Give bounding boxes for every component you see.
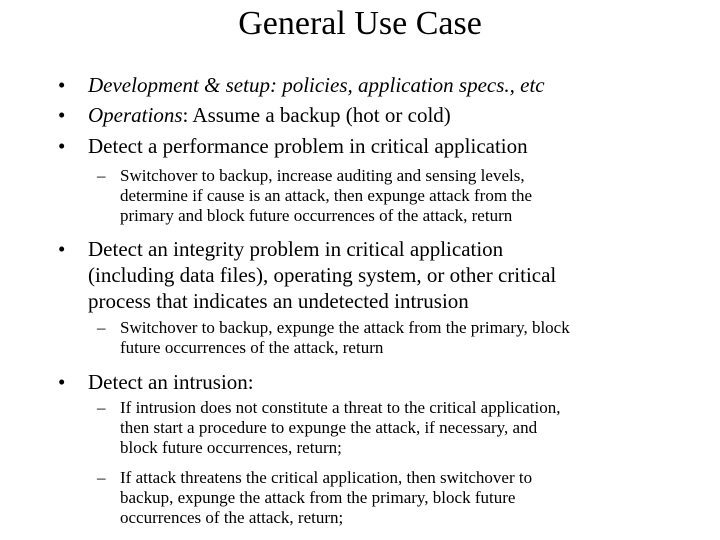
bullet-icon: • bbox=[58, 73, 66, 97]
slide-title: General Use Case bbox=[238, 5, 482, 42]
bullet-icon: • bbox=[58, 370, 66, 394]
sub-intrusion-a-line-3: block future occurrences, return; bbox=[120, 438, 342, 457]
operations-text: : Assume a backup (hot or cold) bbox=[182, 103, 451, 127]
sub-integrity-line-2: future occurrences of the attack, return bbox=[120, 338, 384, 357]
bullet-intrusion: Detect an intrusion: bbox=[88, 370, 254, 394]
dash-icon: – bbox=[97, 468, 106, 487]
sub-performance-line-1: Switchover to backup, increase auditing and sensing levels, bbox=[120, 166, 525, 185]
bullet-operations bbox=[88, 102, 451, 128]
sub-intrusion-b-line-1: If attack threatens the critical application, then switchover to bbox=[120, 468, 533, 487]
bullet-integrity-line-2: (including data files), operating system, or other critical bbox=[88, 263, 557, 287]
sub-performance-line-2: determine if cause is an attack, then expunge attack from the bbox=[120, 186, 533, 205]
dash-icon: – bbox=[97, 166, 106, 185]
bullet-icon: • bbox=[58, 237, 66, 261]
dash-icon: – bbox=[97, 398, 106, 417]
bullet-performance-problem: Detect a performance problem in critical application bbox=[88, 134, 528, 158]
sub-performance-line-3: primary and block future occurrences of the attack, return bbox=[120, 206, 513, 225]
bullet-integrity-line-3: process that indicates an undetected intrusion bbox=[88, 289, 469, 313]
sub-intrusion-b-line-2: backup, expunge the attack from the primary, block future bbox=[120, 488, 516, 507]
sub-intrusion-b-line-3: occurrences of the attack, return; bbox=[120, 508, 344, 527]
bullet-integrity-line-1: Detect an integrity problem in critical application bbox=[88, 237, 504, 261]
sub-intrusion-a-line-1: If intrusion does not constitute a threat to the critical application, bbox=[120, 398, 561, 417]
operations-emphasis: Operations bbox=[88, 103, 183, 127]
sub-integrity-line-1: Switchover to backup, expunge the attack from the primary, block bbox=[120, 318, 570, 337]
dash-icon: – bbox=[97, 318, 106, 337]
bullet-icon: • bbox=[58, 103, 66, 127]
sub-intrusion-a-line-2: then start a procedure to expunge the attack, if necessary, and bbox=[120, 418, 538, 437]
bullet-development-setup: Development & setup: policies, application specs., etc bbox=[88, 73, 545, 97]
bullet-icon: • bbox=[58, 134, 66, 158]
